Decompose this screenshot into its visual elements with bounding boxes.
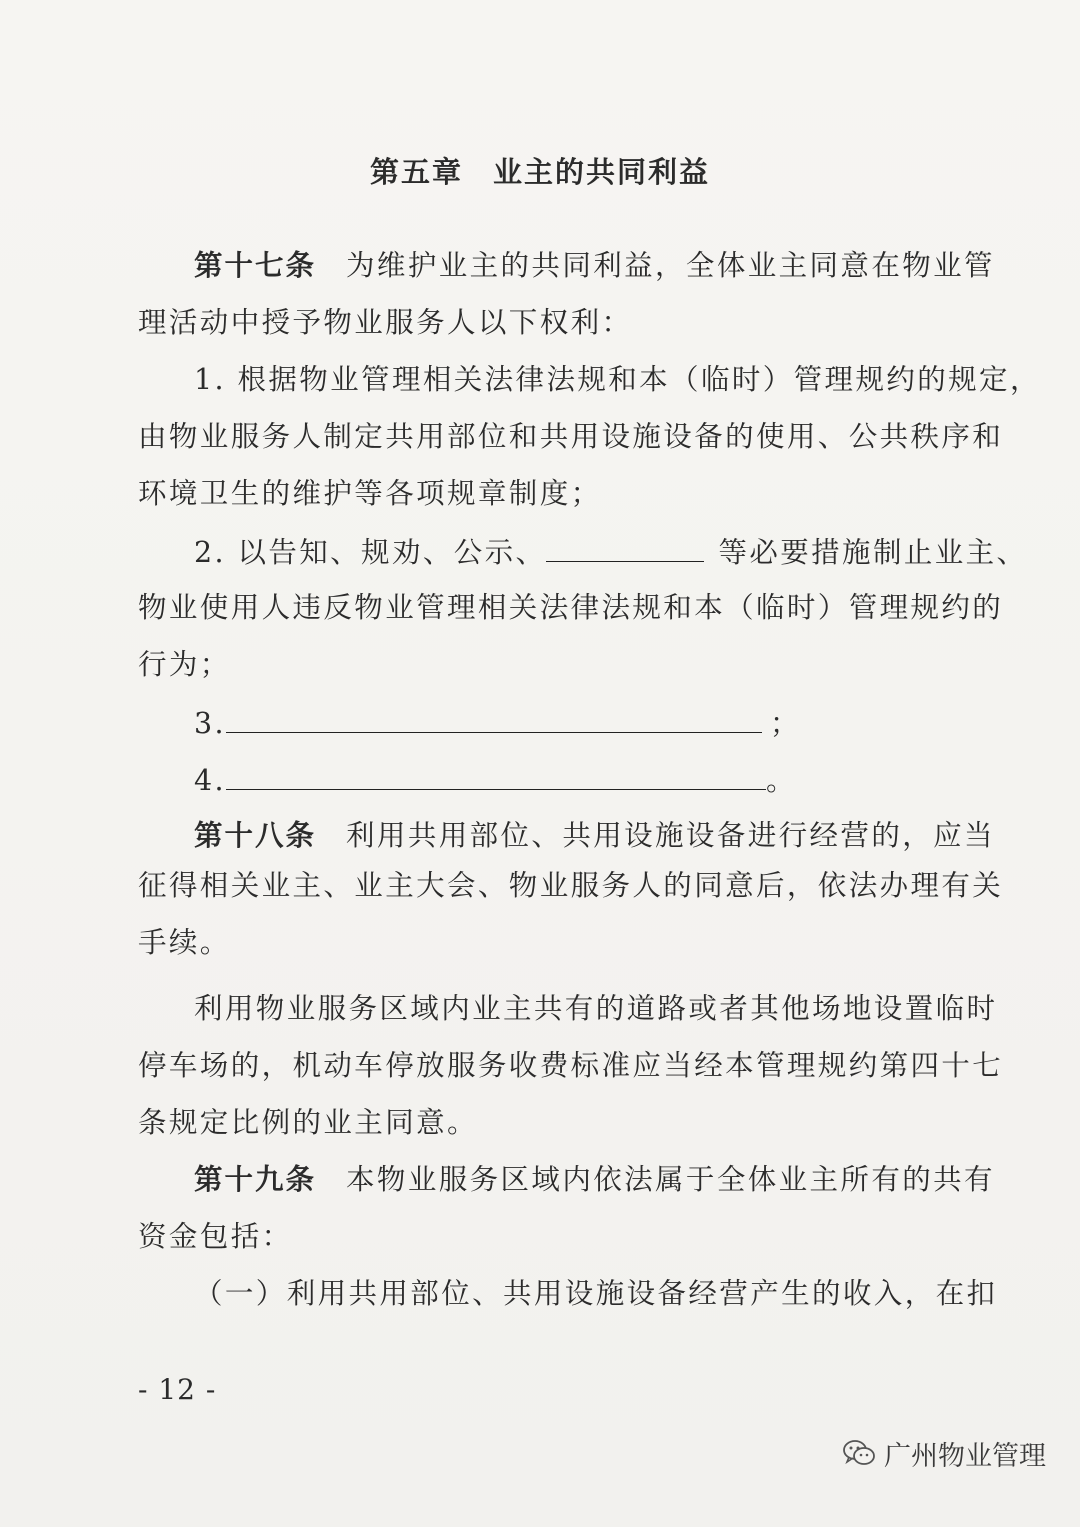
article-17-text-1: 为维护业主的共同利益，全体业主同意在物业管 (346, 249, 995, 282)
article-17-item-2-suffix: 等必要措施制止业主、 (718, 536, 1028, 569)
chapter-title (0, 150, 1080, 191)
watermark-text: 广州物业管理 (884, 1440, 1046, 1472)
article-17-label: 第十七条 (194, 249, 317, 282)
article-17-item-3 (194, 702, 958, 744)
article-19-text-1: 本物业服务区域内依法属于全体业主所有的共有 (346, 1163, 995, 1196)
article-17-item-2-line-2: 物业使用人违反物业管理相关法律法规和本（临时）管理规约的 (138, 591, 1004, 624)
article-18-line-2: 征得相关业主、业主大会、物业服务人的同意后，依法办理有关 (138, 869, 1004, 902)
article-18-line-3: 手续。 (138, 926, 231, 959)
item-3-number: 3. (194, 707, 226, 740)
article-19-item-1: （一）利用共用部位、共用设施设备经营产生的收入，在扣 (194, 1277, 998, 1310)
article-18-para-2-line-3: 条规定比例的业主同意。 (138, 1106, 478, 1139)
item-4-number: 4. (194, 764, 226, 797)
fill-in-blank-item-4[interactable] (226, 759, 766, 790)
article-18-label: 第十八条 (194, 819, 317, 852)
article-17-item-2-line-1 (194, 531, 1028, 573)
chapter-label: 第五章 (369, 155, 463, 189)
chapter-heading: 业主的共同利益 (493, 155, 711, 189)
article-17-item-2-line-3: 行为； (138, 648, 231, 681)
article-19-label: 第十九条 (194, 1163, 317, 1196)
fill-in-blank-measures[interactable] (546, 531, 704, 562)
article-19-line-2: 资金包括： (138, 1220, 293, 1253)
article-18-text-1: 利用共用部位、共用设施设备进行经营的，应当 (346, 819, 995, 852)
article-17-item-4 (194, 759, 958, 801)
fill-in-blank-item-3[interactable] (226, 702, 762, 733)
article-19-line-1 (194, 1160, 995, 1200)
wechat-icon (842, 1438, 876, 1468)
article-18-line-1 (194, 816, 995, 856)
article-17-item-1-line-3: 环境卫生的维护等各项规章制度； (138, 477, 602, 510)
article-18-para-2-line-2: 停车场的，机动车停放服务收费标准应当经本管理规约第四十七 (138, 1049, 1004, 1082)
item-4-end: 。 (766, 764, 797, 797)
item-3-end: ； (770, 707, 801, 740)
article-17-line-1 (194, 246, 995, 286)
article-18-para-2-line-1: 利用物业服务区域内业主共有的道路或者其他场地设置临时 (194, 992, 998, 1025)
article-17-item-1-line-2: 由物业服务人制定共用部位和共用设施设备的使用、公共秩序和 (138, 420, 1004, 453)
article-17-item-1-line-1: 1. 根据物业管理相关法律法规和本（临时）管理规约的规定， (194, 363, 1041, 396)
article-17-line-2: 理活动中授予物业服务人以下权利： (138, 306, 633, 339)
article-17-item-2-prefix: 2. 以告知、规劝、公示、 (194, 536, 547, 569)
watermark (842, 1430, 1046, 1476)
page-number: - 12 - (138, 1373, 217, 1406)
